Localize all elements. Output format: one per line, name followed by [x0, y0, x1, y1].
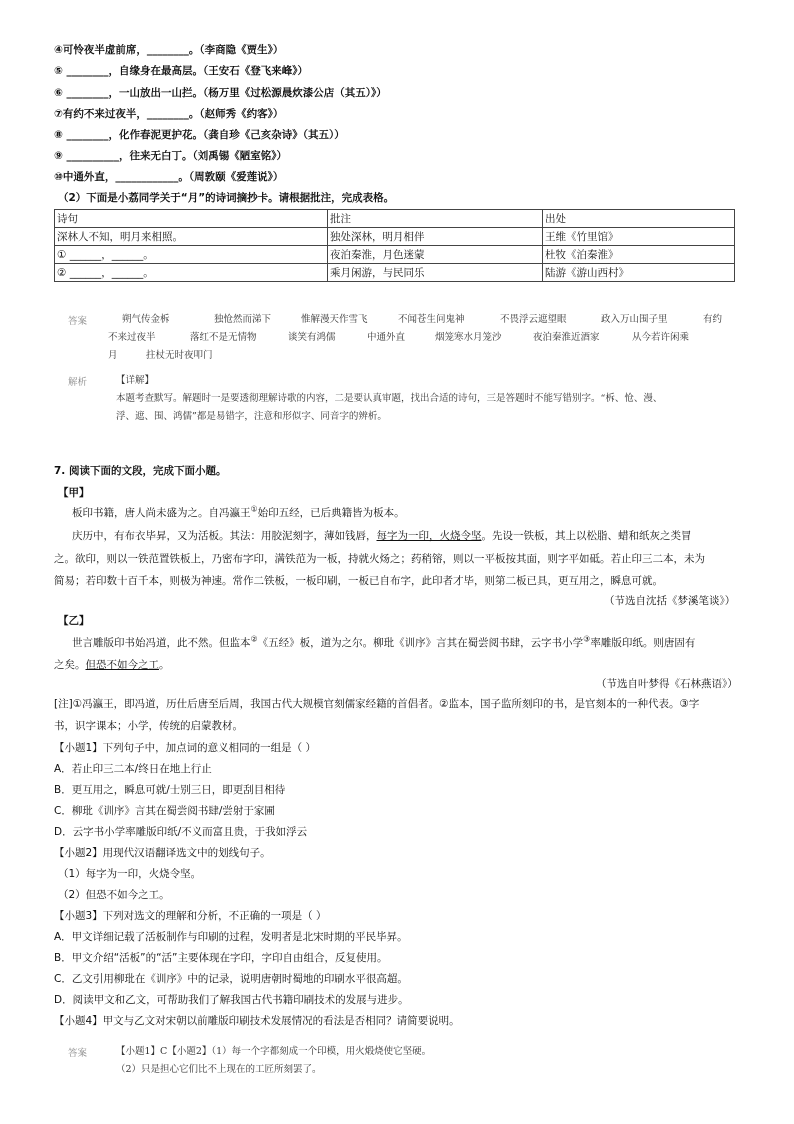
subquestion-4: 【小题4】甲文与乙文对宋朝以前雕版印刷技术发展情况的看法是否相同？请简要说明。 — [54, 1015, 460, 1027]
fill-line-7: ⑦有约不来过夜半，________。（赵师秀《约客》） — [54, 108, 284, 120]
jia-paragraph — [72, 529, 692, 543]
underlined-sentence: 但恐不如今之工 — [85, 659, 159, 671]
note-text: [注]①冯瀛王，即冯道，历仕后唐至后周，我国古代大规模官刻儒家经籍的首倡者。②监本，国子监所刻印的书，是官刻本的一种代表。③字 — [54, 698, 700, 710]
option-d: D．阅读甲文和乙文，可帮助我们了解我国古代书籍印刷技术的发展与进步。 — [54, 994, 409, 1006]
subquestion-3: 【小题3】下列对选文的理解和分析，不正确的一项是（ ） — [54, 910, 327, 922]
fill-line-10: ⑩中通外直，____________。（周敦颐《爱莲说》） — [54, 171, 284, 183]
table-intro: （2）下面是小荔同学关于“月”的诗词摘抄卡。请根据批注，完成表格。 — [58, 192, 395, 204]
answer-item: 不畏浮云遮望眼 — [500, 314, 567, 325]
answer-item: 落红不是无情物 — [190, 332, 257, 343]
answer-item: 有约 — [703, 314, 723, 325]
underlined-sentence: 每字为一印，火烧令坚 — [376, 530, 482, 542]
yi-source: （节选自叶梦得《石林燕语》） — [596, 678, 738, 690]
answer-item: 夜泊秦淮近酒家 — [533, 332, 600, 343]
table-cell: 王维《竹里馆》 — [543, 228, 735, 246]
jia-paragraph — [72, 506, 405, 520]
table-cell: 独处深林，明月相伴 — [328, 228, 543, 246]
fill-line-6: ⑥ ________，一山放出一山拦。（杨万里《过松源晨炊漆公店（其五）》） — [54, 87, 387, 99]
table-row — [55, 264, 735, 282]
yi-text: 率雕版印纸。则唐固有 — [590, 637, 696, 649]
yi-paragraph — [72, 636, 695, 650]
answer-item: 不来过夜半 — [108, 332, 156, 343]
yi-text: 。 — [159, 659, 170, 671]
answer-label: 答案 — [68, 1048, 88, 1059]
analysis-text: 本题考查默写。解题时一是要透彻理解诗歌的内容，二是要认真审题，找出合适的诗句，三是答题时不能写错别字。“柝、怆、漫、 — [116, 393, 663, 404]
analysis-title: 【详解】 — [116, 375, 155, 386]
answer-item: 拄杖无时夜叩门 — [146, 350, 213, 361]
table-cell: ① ______，______。 — [55, 246, 328, 264]
table-row — [55, 246, 735, 264]
note-mark: ① — [250, 504, 258, 514]
table-row — [55, 228, 735, 246]
table-cell: 陆游《游山西村》 — [543, 264, 735, 282]
jia-text: 简易；若印数十百千本，则极为神速。常作二铁板，一板印刷，一板已自布字，此印者才毕，则第二板已具，更互用之，瞬息可就。 — [54, 575, 663, 587]
answer-item: 朔气传金柝 — [122, 314, 170, 325]
fill-line-4: ④可怜夜半虚前席，________。（李商隐《贾生》） — [54, 44, 284, 56]
answer-label: 答案 — [68, 316, 88, 327]
table-cell: 深林人不知，明月来相照。 — [55, 228, 328, 246]
table-cell: 杜牧《泊秦淮》 — [543, 246, 735, 264]
yi-text: 之矣。 — [54, 659, 86, 671]
question-7-title: 7. 阅读下面的文段，完成下面小题。 — [54, 465, 227, 477]
answer-item: 谈笑有鸿儒 — [288, 332, 336, 343]
jia-text: 庆历中，有布衣毕昇，又为活板。其法：用胶泥刻字，薄如钱唇， — [72, 530, 377, 542]
jia-text: 始印五经，已后典籍皆为板本。 — [257, 507, 405, 519]
table-cell: 乘月闲游，与民同乐 — [328, 264, 543, 282]
option-c: C．柳玭《训序》言其在蜀尝阅书肆/尝射于家圃 — [54, 805, 275, 817]
answer-item: 惟解漫天作雪飞 — [301, 314, 368, 325]
answer-item: 不闻苍生问鬼神 — [398, 314, 465, 325]
jia-text: 。先设一铁板，其上以松脂、蜡和纸灰之类冒 — [481, 530, 692, 542]
jia-source: （节选自沈括《梦溪笔谈》） — [604, 595, 736, 607]
answer-item: 政入万山围子里 — [601, 314, 668, 325]
translation-item: （1）每字为一印，火烧令坚。 — [58, 868, 202, 880]
table-header: 出处 — [543, 210, 735, 228]
jia-label: 【甲】 — [58, 487, 90, 499]
yi-label: 【乙】 — [58, 615, 90, 627]
answer-text: （2）只是担心它们比不上现在的工匠所刻罢了。 — [116, 1064, 322, 1075]
subquestion-1: 【小题1】下列句子中，加点词的意义相同的一组是（ ） — [54, 742, 317, 754]
translation-item: （2）但恐不如今之工。 — [58, 889, 170, 901]
moon-poetry-table — [54, 209, 735, 282]
option-b: B．甲文介绍“活板”的“活”主要体现在字印，字印自由组合，反复使用。 — [54, 952, 388, 964]
note-mark: ③ — [583, 634, 591, 644]
fill-line-9: ⑨ __________，往来无白丁。（刘禹锡《陋室铭》） — [54, 150, 288, 162]
answer-item: 独怆然而涕下 — [214, 314, 272, 325]
fill-line-5: ⑤ ________，自缘身在最高层。（王安石《登飞来峰》） — [54, 65, 309, 77]
table-header: 诗句 — [55, 210, 328, 228]
table-cell: ② ______，______。 — [55, 264, 328, 282]
option-c: C．乙文引用柳玭在《训序》中的记录，说明唐朝时蜀地的印刷水平很高超。 — [54, 973, 408, 985]
yi-text: 世言雕版印书始冯道，此不然。但监本 — [72, 637, 251, 649]
option-d: D．云字书小学率雕版印纸/不义而富且贵，于我如浮云 — [54, 826, 308, 838]
note-mark: ② — [250, 634, 258, 644]
note-text: 书，识字课本；小学，传统的启蒙教材。 — [54, 720, 243, 732]
answer-item: 中通外直 — [367, 332, 406, 343]
fill-line-8: ⑧ ________，化作春泥更护花。（龚自珍《己亥杂诗》（其五）） — [54, 129, 345, 141]
analysis-text: 浮、遮、围、鸿儒”都是易错字，注意和形似字、同音字的辨析。 — [116, 411, 387, 422]
answer-item: 月 — [108, 350, 118, 361]
jia-text: 之。欲印，则以一铁范置铁板上，乃密布字印，满铁范为一板，持就火炀之；药稍镕，则以一平板按其面，则字平如砥。若止印三二本，未为 — [54, 553, 705, 565]
jia-text: 板印书籍，唐人尚未盛为之。自冯瀛王 — [72, 507, 251, 519]
yi-paragraph — [54, 658, 170, 672]
answer-text: 【小题1】C【小题2】（1）每一个字都刻成一个印模，用火煅烧使它坚硬。 — [116, 1046, 432, 1057]
option-b: B．更互用之，瞬息可就/士别三日，即更刮目相待 — [54, 784, 286, 796]
option-a: A．甲文详细记载了活板制作与印刷的过程，发明者是北宋时期的平民毕昇。 — [54, 931, 408, 943]
subquestion-2: 【小题2】用现代汉语翻译选文中的划线句子。 — [54, 847, 271, 859]
table-cell: 夜泊秦淮，月色迷蒙 — [328, 246, 543, 264]
table-header-row — [55, 210, 735, 228]
option-a: A．若止印三二本/终日在地上行止 — [54, 763, 212, 775]
answer-item: 从今若许闲乘 — [632, 332, 690, 343]
table-header: 批注 — [328, 210, 543, 228]
answer-item: 烟笼寒水月笼沙 — [435, 332, 502, 343]
analysis-label: 解析 — [68, 377, 88, 388]
yi-text: 《五经》板，道为之尔。柳玭《训序》言其在蜀尝阅书肆，云字书小学 — [257, 637, 584, 649]
